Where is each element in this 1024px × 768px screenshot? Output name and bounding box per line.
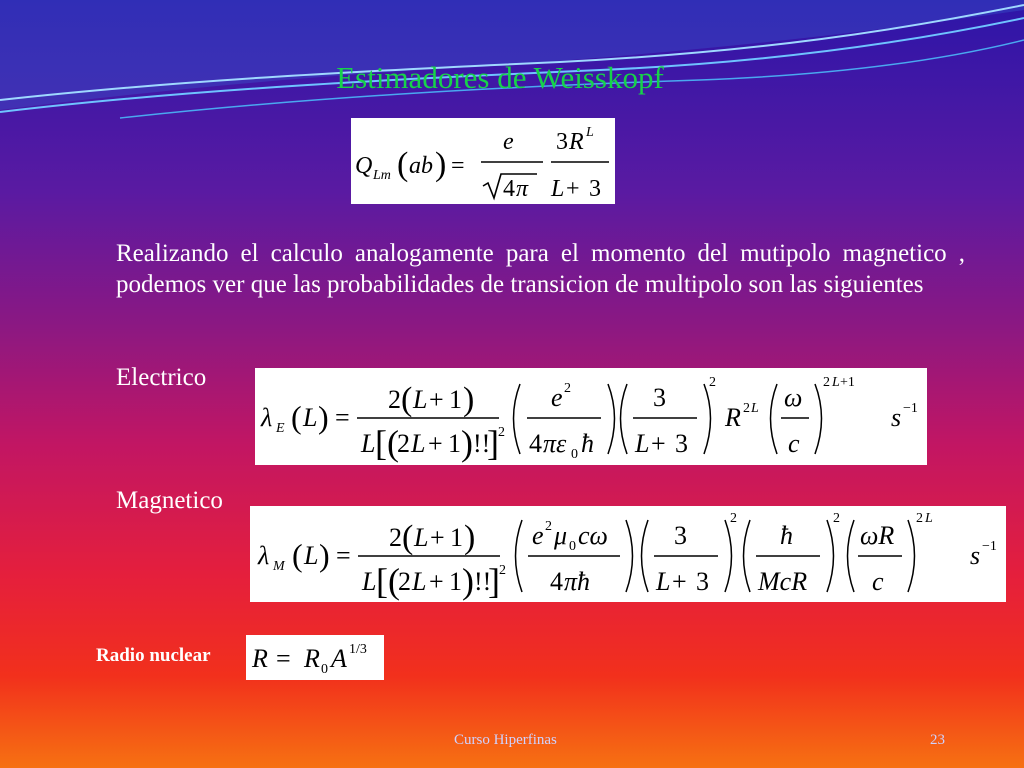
svg-text:M: M [273,559,285,574]
svg-text:3: 3 [556,129,568,155]
svg-text:): ) [435,146,447,183]
svg-text:R: R [304,644,320,673]
svg-text:2: 2 [388,385,401,414]
svg-text:L: L [361,429,376,458]
svg-text:=: = [276,644,291,673]
svg-text:2: 2 [916,511,923,526]
svg-text:R: R [569,129,584,155]
svg-text:0: 0 [569,539,576,554]
svg-text:R: R [725,403,741,432]
svg-text:−1: −1 [982,539,997,554]
svg-text:1: 1 [449,567,462,596]
svg-text:ħ: ħ [581,429,594,458]
svg-text:L: L [304,541,319,570]
svg-text:L: L [586,125,594,140]
svg-text:cω: cω [578,521,608,550]
svg-text:1: 1 [449,385,462,414]
svg-text:1: 1 [450,523,463,552]
footer-course-name: Curso Hiperfinas [454,732,557,748]
svg-text:3: 3 [696,567,709,596]
svg-text:(: ( [397,146,409,183]
svg-text:L: L [656,567,671,596]
slide-title: Estimadores de Weisskopf [336,60,664,95]
svg-text:+: + [428,429,443,458]
svg-text:2: 2 [498,425,505,440]
svg-text:(: ( [292,537,303,573]
equation-magnetic-transition [250,506,1006,602]
svg-text:L: L [303,403,318,432]
svg-text:4: 4 [550,567,563,596]
svg-text:0: 0 [571,447,578,462]
svg-text:2: 2 [545,519,552,534]
magnetic-label: Magnetico [116,487,223,514]
svg-text:(: ( [402,519,414,556]
svg-text:+: + [429,385,444,414]
svg-text:=: = [451,153,465,179]
svg-text:1: 1 [448,429,461,458]
svg-text:e: e [503,129,514,155]
svg-text:πε: πε [543,429,567,458]
svg-text:2: 2 [743,401,750,416]
electric-label: Electrico [116,364,207,391]
svg-text:L: L [635,429,650,458]
svg-text:2: 2 [389,523,402,552]
svg-text:c: c [788,429,800,458]
svg-text:]: ] [487,423,499,463]
svg-text:e: e [551,383,563,412]
svg-text:): ) [461,423,473,463]
svg-text:1/3: 1/3 [349,642,367,657]
svg-text:λ: λ [261,403,273,432]
svg-text:2: 2 [397,429,410,458]
svg-text:[(: [( [376,561,400,601]
svg-text:ω: ω [784,383,803,412]
svg-text:L: L [413,385,428,414]
svg-text:2: 2 [564,381,571,396]
svg-text:4: 4 [503,176,515,202]
svg-text:): ) [462,561,474,601]
svg-text:c: c [872,567,884,596]
explanation-paragraph: Realizando el calculo analogamente para el momento del mutipolo magnetico , podemos ver que las probabilidades de transicion de multipolo son las siguientes [116,240,965,298]
svg-text:Lm: Lm [373,168,391,183]
svg-text:+1: +1 [840,375,855,390]
svg-text:−1: −1 [903,401,918,416]
svg-text:ab: ab [409,153,433,179]
svg-text:2: 2 [709,375,716,390]
svg-text:L: L [832,375,840,390]
svg-text:]: ] [488,561,500,601]
svg-text:!!: !! [473,429,491,458]
nuclear-radius-label: Radio nuclear [96,645,211,666]
svg-text:L: L [551,176,565,202]
svg-text:2: 2 [823,375,830,390]
svg-text:0: 0 [321,662,328,677]
svg-text:3: 3 [653,383,666,412]
svg-text:3: 3 [674,521,687,550]
svg-text:): ) [319,537,330,573]
equation-electric-transition [255,368,927,465]
svg-text:2: 2 [398,567,411,596]
svg-text:s: s [891,403,902,432]
slide-number: 23 [930,732,945,748]
svg-text:+: + [651,429,666,458]
svg-text:ωR: ωR [860,521,895,550]
svg-text:s: s [970,541,981,570]
svg-text:3: 3 [675,429,688,458]
svg-text:2: 2 [833,511,840,526]
svg-text:L: L [925,511,933,526]
svg-text:+: + [566,176,580,202]
svg-text:μ: μ [554,521,568,550]
svg-text:πħ: πħ [564,567,591,596]
svg-text:+: + [672,567,687,596]
svg-text:L: L [362,567,377,596]
svg-text:4: 4 [529,429,542,458]
svg-text:(: ( [401,381,413,418]
svg-text:E: E [276,421,285,436]
svg-text:2: 2 [499,563,506,578]
svg-text:): ) [464,519,476,556]
svg-text:!!: !! [474,567,492,596]
svg-text:e: e [532,521,544,550]
svg-text:(: ( [291,399,302,435]
svg-text:Q: Q [355,153,373,179]
svg-text:ħ: ħ [780,521,793,550]
svg-text:+: + [429,567,444,596]
svg-text:=: = [336,541,351,570]
equation-multipole-moment [351,118,615,204]
svg-text:L: L [411,429,426,458]
svg-text:A: A [331,644,347,673]
svg-text:L: L [414,523,429,552]
svg-text:McR: McR [758,567,808,596]
svg-text:): ) [463,381,475,418]
svg-text:L: L [412,567,427,596]
svg-text:R: R [252,644,268,673]
svg-text:λ: λ [258,541,270,570]
svg-text:π: π [516,176,529,202]
svg-text:[(: [( [375,423,399,463]
svg-text:3: 3 [589,176,601,202]
svg-text:L: L [751,401,759,416]
equation-nuclear-radius [246,635,384,680]
svg-text:+: + [430,523,445,552]
svg-text:2: 2 [730,511,737,526]
svg-text:): ) [318,399,329,435]
svg-text:=: = [335,403,350,432]
